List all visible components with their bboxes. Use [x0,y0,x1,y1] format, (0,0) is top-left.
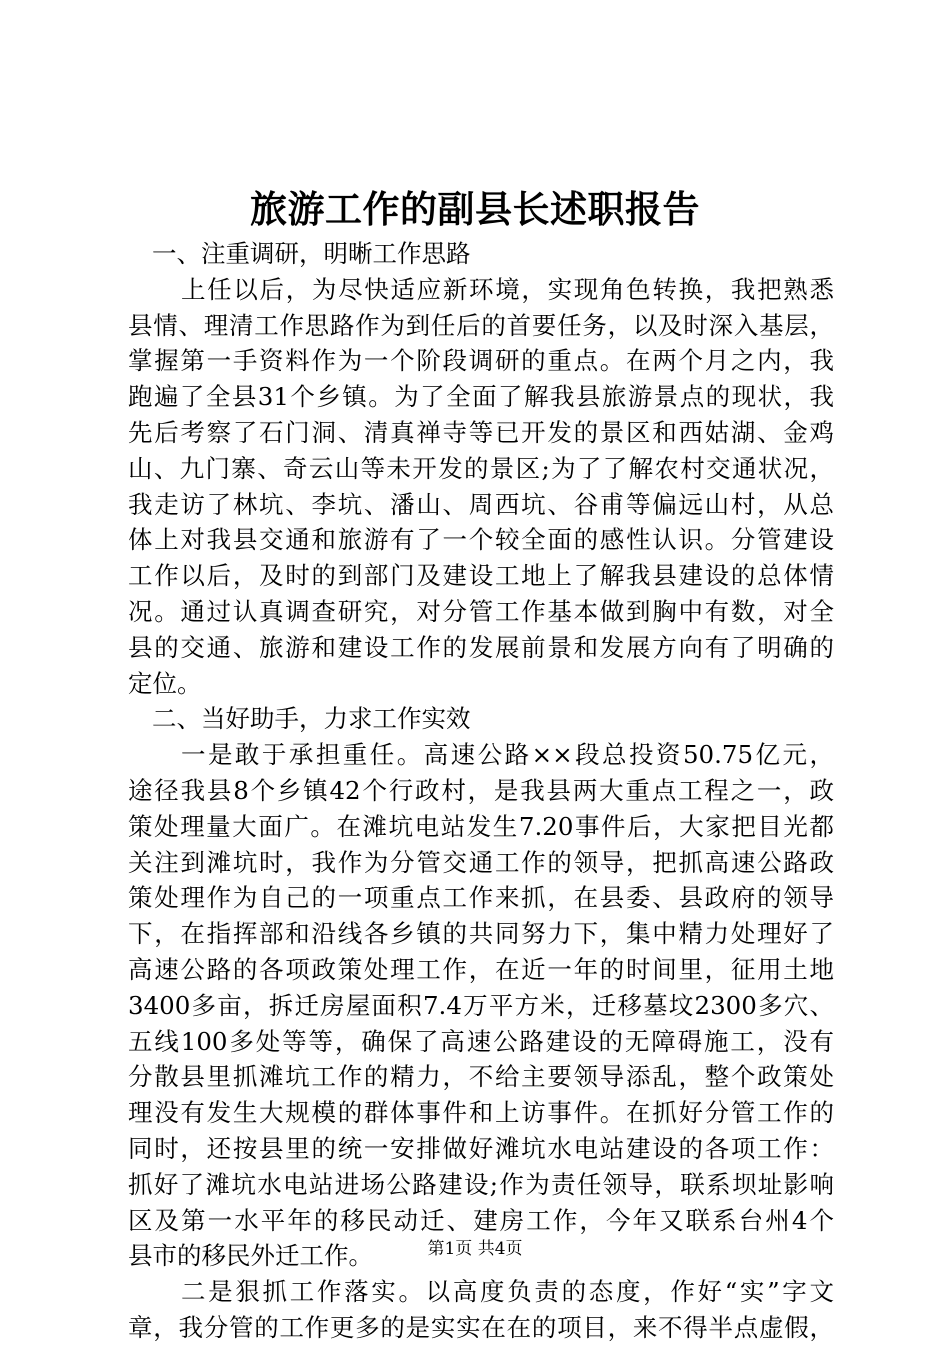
paragraph-line: 高速公路的各项政策处理工作，在近一年的时间里，征用土地 [128,954,834,984]
paragraph-line: 关注到滩坑时，我作为分管交通工作的领导，把抓高速公路政 [128,847,834,877]
paragraph-line: 分散县里抓滩坑工作的精力，不给主要领导添乱，整个政策处 [128,1062,834,1092]
paragraph-line: 县市的移民外迁工作。 [128,1241,373,1271]
paragraph-line: 区及第一水平年的移民动迁、建房工作，今年又联系台州4个 [128,1205,834,1235]
paragraph-line: 五线100多处等等，确保了高速公路建设的无障碍施工，没有 [128,1026,834,1056]
paragraph-line: 途径我县8个乡镇42个行政村，是我县两大重点工程之一，政 [128,775,834,805]
page-number-footer: 第1页 共4页 [427,1239,523,1259]
document-title: 旅游工作的副县长述职报告 [250,187,700,231]
paragraph-line: 上任以后，为尽快适应新环境，实现角色转换，我把熟悉 [181,274,834,304]
paragraph-line: 理没有发生大规模的群体事件和上访事件。在抓好分管工作的 [128,1098,834,1128]
paragraph-line: 县情、理清工作思路作为到任后的首要任务，以及时深入基层， [128,310,834,340]
paragraph-line: 3400多亩，拆迁房屋面积7.4万平方米，迁移墓坟2300多穴、 [128,990,834,1020]
paragraph-line: 二是狠抓工作落实。以高度负责的态度，作好“实”字文 [181,1277,834,1307]
paragraph-line: 掌握第一手资料作为一个阶段调研的重点。在两个月之内，我 [128,346,834,376]
paragraph-line: 定位。 [128,668,202,698]
section-heading: 一、注重调研，明晰工作思路 [152,239,471,268]
paragraph-line: 县的交通、旅游和建设工作的发展前景和发展方向有了明确的 [128,632,834,662]
paragraph-line: 先后考察了石门洞、清真禅寺等已开发的景区和西姑湖、金鸡 [128,417,834,447]
paragraph-line: 我走访了林坑、李坑、潘山、周西坑、谷甫等偏远山村，从总 [128,489,834,519]
paragraph-line: 工作以后，及时的到部门及建设工地上了解我县建设的总体情 [128,561,834,591]
paragraph-line: 同时，还按县里的统一安排做好滩坑水电站建设的各项工作： [128,1133,834,1163]
paragraph-line: 况。通过认真调查研究，对分管工作基本做到胸中有数，对全 [128,596,834,626]
paragraph-line: 跑遍了全县31个乡镇。为了全面了解我县旅游景点的现状，我 [128,382,834,412]
paragraph-line: 章，我分管的工作更多的是实实在在的项目，来不得半点虚假， [128,1312,834,1342]
paragraph-line: 体上对我县交通和旅游有了一个较全面的感性认识。分管建设 [128,525,834,555]
section-heading: 二、当好助手，力求工作实效 [152,704,471,734]
paragraph-line: 山、九门寨、奇云山等未开发的景区;为了了解农村交通状况， [128,453,834,483]
paragraph-line: 下，在指挥部和沿线各乡镇的共同努力下，集中精力处理好了 [128,919,834,949]
paragraph-line: 抓好了滩坑水电站进场公路建设;作为责任领导，联系坝址影响 [128,1169,834,1199]
document-body [128,236,834,1346]
paragraph-line: 策处理作为自己的一项重点工作来抓，在县委、县政府的领导 [128,883,834,913]
paragraph-line: 一是敢于承担重任。高速公路××段总投资50.75亿元， [181,740,834,770]
paragraph-line: 策处理量大面广。在滩坑电站发生7.20事件后，大家把目光都 [128,811,834,841]
